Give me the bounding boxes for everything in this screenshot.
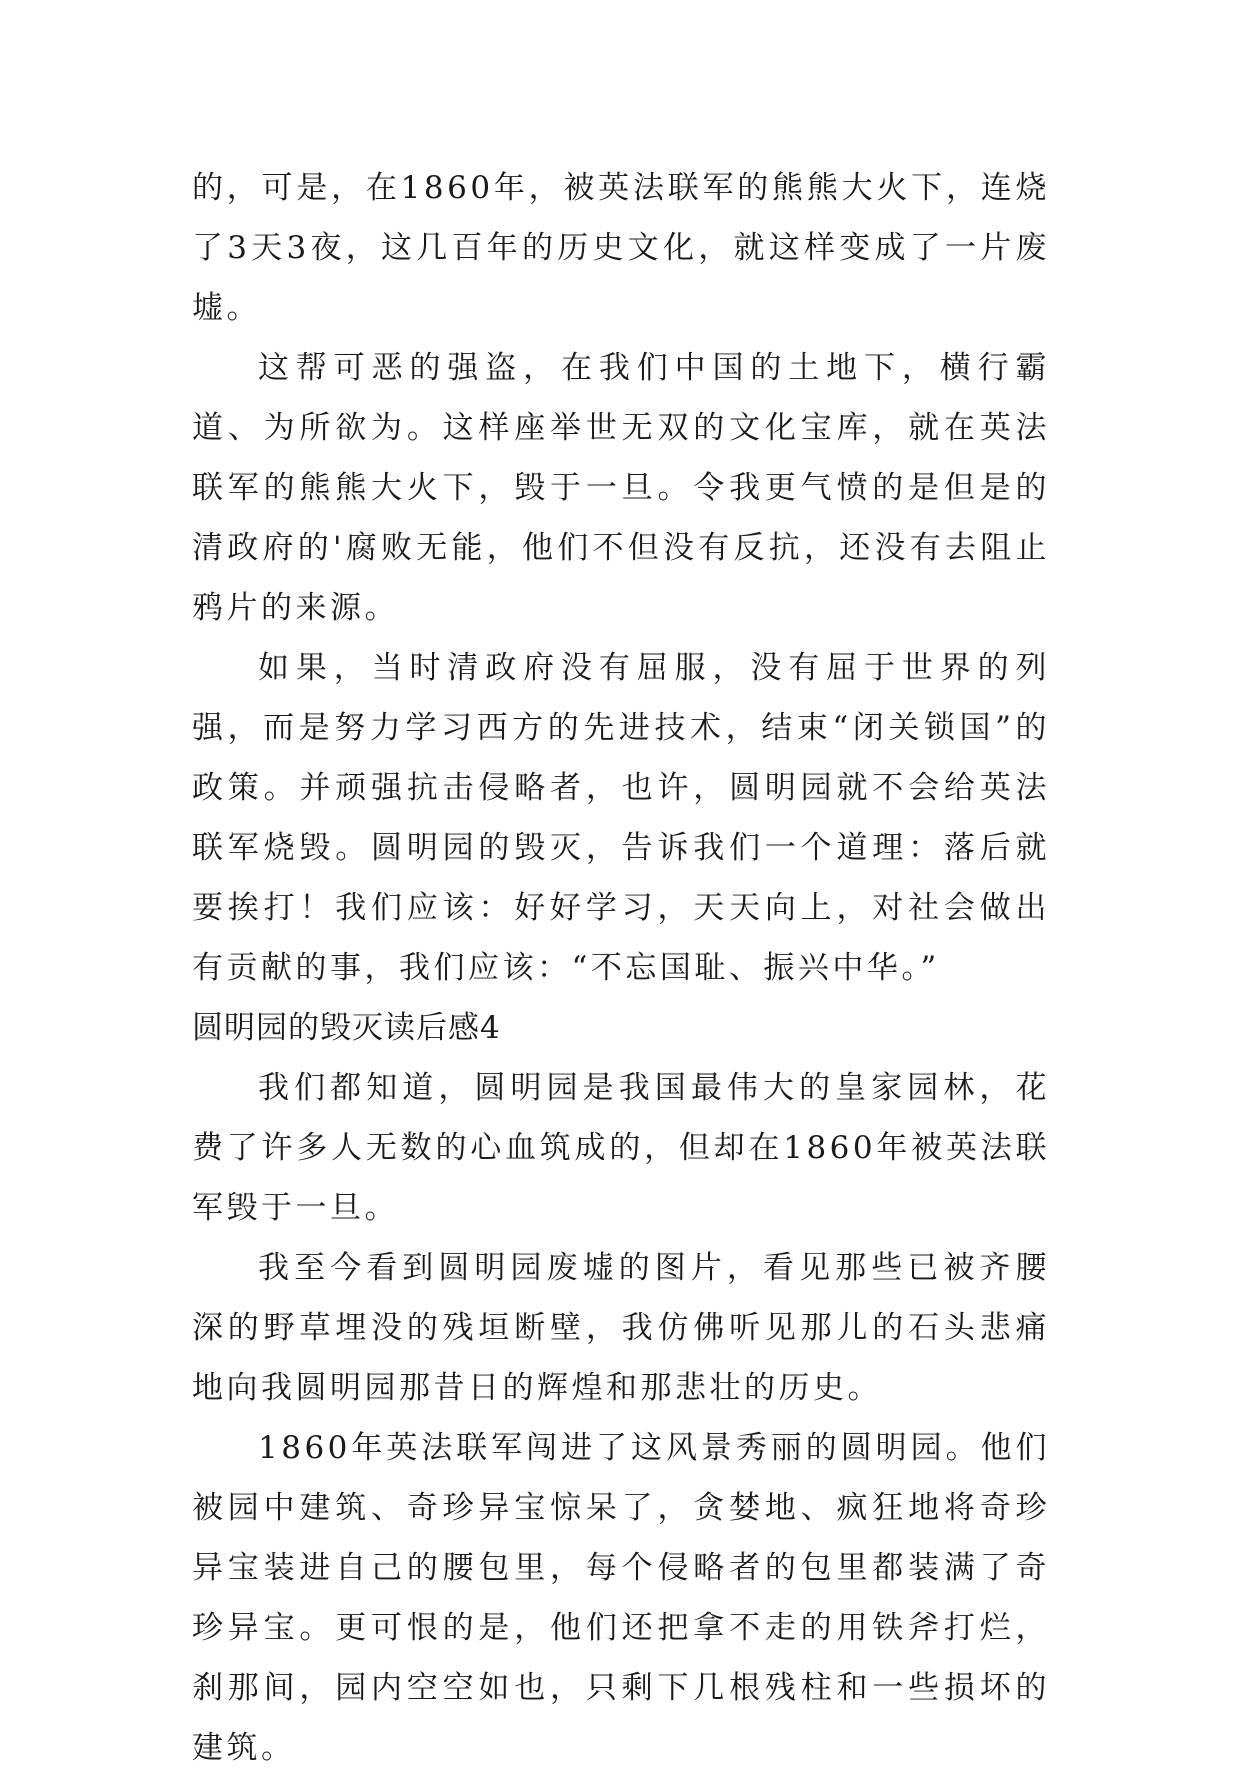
- paragraph-continued: 的，可是，在1860年，被英法联军的熊熊大火下，连烧了3天3夜，这几百年的历史文化，就这样变成了一片废墟。: [192, 170, 1050, 326]
- paragraph-we-know: 我们都知道，圆明园是我国最伟大的皇家园林，花费了许多人无数的心血筑成的，但却在1860年被英法联军毁于一旦。: [192, 1070, 1050, 1226]
- document-page: [192, 158, 1050, 1778]
- paragraph-if-qing: 如果，当时清政府没有屈服，没有屈于世界的列强，而是努力学习西方的先进技术，结束“闭关锁国”的政策。并顽强抗击侵略者，也许，圆明园就不会给英法联军烧毁。圆明园的毁灭，告诉我们一个道理：落后就要挨打！我们应该：好好学习，天天向上，对社会做出有贡献的事，我们应该：“不忘国耻、振兴中华。”: [192, 650, 1050, 986]
- paragraph-robbers: 这帮可恶的强盗，在我们中国的土地下，横行霸道、为所欲为。这样座举世无双的文化宝库，就在英法联军的熊熊大火下，毁于一旦。令我更气愤的是但是的清政府的'腐败无能，他们不但没有反抗，还没有去阻止鸦片的来源。: [192, 350, 1050, 626]
- paragraph-1860-invasion: 1860年英法联军闯进了这风景秀丽的圆明园。他们被园中建筑、奇珍异宝惊呆了，贪婪地、疯狂地将奇珍异宝装进自己的腰包里，每个侵略者的包里都装满了奇珍异宝。更可恨的是，他们还把拿不走的用铁斧打烂，刹那间，园内空空如也，只剩下几根残柱和一些损坏的建筑。: [192, 1430, 1050, 1766]
- paragraph-ruins-picture: 我至今看到圆明园废墟的图片，看见那些已被齐腰深的野草埋没的残垣断壁，我仿佛听见那儿的石头悲痛地向我圆明园那昔日的辉煌和那悲壮的历史。: [192, 1250, 1050, 1406]
- section-heading: 圆明园的毁灭读后感4: [192, 1010, 501, 1046]
